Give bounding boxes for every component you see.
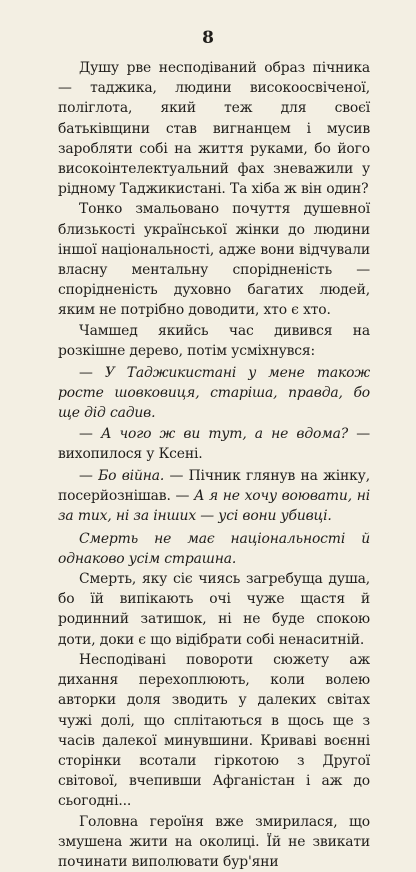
paragraph-text: А чого ж ви тут, а не вдома? [100,425,349,442]
paragraph-text: У Таджикистані у мене також росте шовковиця, старіша, правда, бо ще дід садив. [58,365,370,422]
paragraph-text: Бо війна. [98,468,165,485]
paragraph-text: Тонко змальовано почуття душевної близькості української жінки до людини іншої національності, адже вони відчували власну ментальну спорідненість — спорідненість духовно багатих людей, яким не потрібно доводити, хто є хто. [58,201,370,319]
paragraph-p9 [58,650,370,812]
paragraph-text: Смерть, яку сіє чиясь загребуща душа, бо їй випікають очі чуже щастя й родинний затишок, ні не буде спокою доти, доки є що відібрати собі ненаситній. [58,571,370,648]
paragraph-p8 [58,569,370,650]
paragraph-p10 [58,812,370,872]
paragraph-p7 [58,529,370,569]
paragraph-p2 [58,199,370,320]
paragraph-text: Головна героїня вже змирилася, що змушена жити на околиці. Їй не звикати починати виполювати бур'яни [58,813,370,870]
page-number: 8 [202,28,214,48]
paragraph-text: А я не хочу воювати, ні за тих, ні за інших — усі вони убивці. [58,488,371,525]
paragraph-text: Душу рве несподіваний образ пічника — таджика, людини високоосвіченої, поліглота, який теж для своєї батьківщини став вигнанцем і мусив заробляти собі на життя руками, бо його високоінтелектуальний фах зневажили у рідному Таджикистані. Та хіба ж він один? [58,60,370,198]
paragraph-text: — [79,365,105,382]
paragraph-text: — [79,425,101,442]
paragraph-text: Чамшед якийсь час дивився на розкішне дерево, потім усміхнувся: [58,322,370,359]
paragraph-p3 [58,321,370,361]
paragraph-text: Несподівані повороти сюжету аж дихання перехоплюють, коли волею авторки доля зводить у далеких світах чужі долі, що сплітаються в щось ще з часів далекої минувшини. Криваві воєнні сторінки всотали гіркотою з Другої світової, вчепивши Афганістан і аж до сьогодні... [58,651,370,810]
paragraph-p5 [58,424,370,464]
paragraph-text: — [79,468,99,485]
paragraph-p4 [58,363,370,424]
paragraph-p6 [58,466,370,527]
body-text [58,58,370,872]
paragraph-text: Смерть не має національності й однаково усім страшна. [58,530,370,567]
paragraph-text: — Пічник глянув на жінку, посерйознішав. — [58,468,370,505]
paragraph-p1 [58,58,370,199]
paragraph-text: — вихопилося у Ксені. [58,425,370,462]
